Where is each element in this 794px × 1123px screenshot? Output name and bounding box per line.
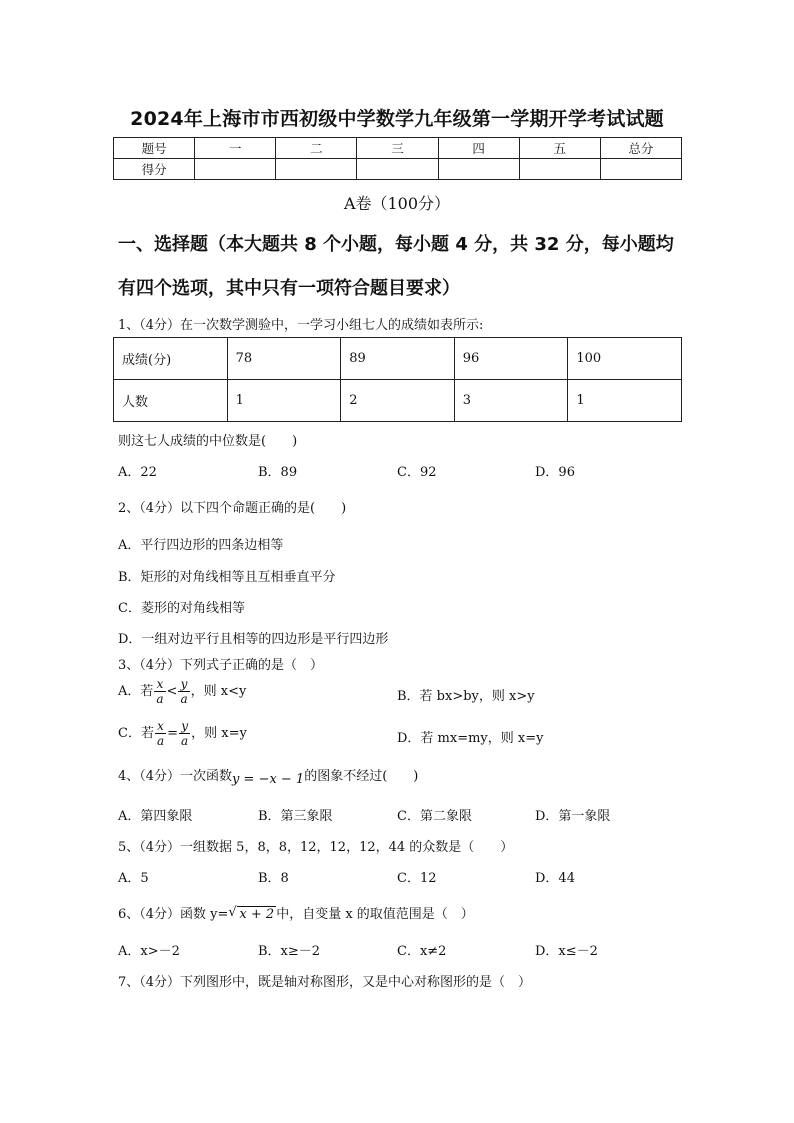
fraction-numerator: y xyxy=(178,677,189,692)
q5-option-d: D．44 xyxy=(535,871,575,886)
exam-title: 2024年上海市市西初级中学数学九年级第一学期开学考试试题 xyxy=(130,108,664,130)
score-header-cell: 四 xyxy=(438,138,519,159)
score-cell xyxy=(195,159,276,180)
score-header-cell: 五 xyxy=(519,138,600,159)
fraction-denominator: a xyxy=(156,734,165,748)
q3-a-prefix: A．若 xyxy=(118,684,154,699)
q6-option-d: D．x≤－2 xyxy=(535,944,598,959)
fraction-x-over-a xyxy=(154,677,165,706)
q3-stem: 3、（4分）下列式子正确的是（ ） xyxy=(118,658,324,673)
radicand: x + 2 xyxy=(239,907,275,922)
table-row xyxy=(114,338,682,380)
q6-option-a: A．x>－2 xyxy=(118,944,180,959)
q3-option-d: D．若 mx=my，则 x=y xyxy=(397,731,544,746)
score-cell xyxy=(438,159,519,180)
q6-stem-before: 6、（4分）函数 y= xyxy=(118,907,229,922)
score-header-cell: 一 xyxy=(195,138,276,159)
q3-a-suffix: ，则 x<y xyxy=(190,684,247,699)
q2-stem: 2、（4分）以下四个命题正确的是( ) xyxy=(118,501,347,516)
q3-option-b: B．若 bx>by，则 x>y xyxy=(397,689,535,704)
fraction-x-over-a xyxy=(155,719,166,748)
score-header-cell: 二 xyxy=(276,138,357,159)
q2-option-b: B．矩形的对角线相等且互相垂直平分 xyxy=(118,570,336,585)
q4-stem-before: 4、（4分）一次函数 xyxy=(118,769,233,784)
sqrt-expression xyxy=(228,907,276,922)
q6-stem-after: 中，自变量 x 的取值范围是（ ） xyxy=(276,907,474,922)
q3-option-c xyxy=(118,719,247,748)
q1-grade-table xyxy=(113,337,682,422)
section1-heading-line2: 有四个选项，其中只有一项符合题目要求） xyxy=(118,278,460,299)
q6-option-b: B．x≥－2 xyxy=(258,944,321,959)
q5-stem: 5、（4分）一组数据 5，8，8，12，12，12，44 的众数是（ ） xyxy=(118,840,514,855)
score-cell xyxy=(519,159,600,180)
table-cell: 1 xyxy=(568,380,682,422)
table-cell: 2 xyxy=(341,380,455,422)
q3-c-suffix: ，则 x=y xyxy=(191,726,247,741)
q1-stem: 1、（4分）在一次数学测验中，一学习小组七人的成绩如表所示: xyxy=(118,318,484,333)
q1-option-c: C．92 xyxy=(397,465,437,480)
table-cell: 96 xyxy=(454,338,568,380)
q6-stem xyxy=(118,903,474,922)
q3-a-relation: < xyxy=(166,684,178,699)
fraction-y-over-a xyxy=(179,719,190,748)
score-cell xyxy=(600,159,681,180)
q1-option-a: A．22 xyxy=(118,465,157,480)
table-cell: 78 xyxy=(227,338,341,380)
q4-formula: y = −x − 1 xyxy=(232,772,305,787)
q4-option-d: D．第一象限 xyxy=(535,809,611,824)
fraction-denominator: a xyxy=(156,692,164,706)
q6-option-c: C．x≠2 xyxy=(397,944,447,959)
fraction-denominator: a xyxy=(180,692,188,706)
q2-option-c: C．菱形的对角线相等 xyxy=(118,601,245,616)
table-cell: 人数 xyxy=(114,380,228,422)
score-header-cell: 总分 xyxy=(600,138,681,159)
q5-option-c: C．12 xyxy=(397,871,437,886)
score-header-cell: 题号 xyxy=(114,138,195,159)
fraction-y-over-a xyxy=(178,677,189,706)
score-cell xyxy=(357,159,438,180)
score-table-header-row xyxy=(114,138,682,159)
table-cell: 成绩(分) xyxy=(114,338,228,380)
fraction-denominator: a xyxy=(181,734,189,748)
q3-option-a xyxy=(118,677,246,706)
table-cell: 100 xyxy=(568,338,682,380)
q1-ask: 则这七人成绩的中位数是( ) xyxy=(118,434,298,449)
table-cell: 3 xyxy=(454,380,568,422)
table-cell: 89 xyxy=(341,338,455,380)
q4-stem xyxy=(118,765,419,787)
score-cell xyxy=(276,159,357,180)
q2-option-d: D．一组对边平行且相等的四边形是平行四边形 xyxy=(118,632,389,647)
radical-sign: √ xyxy=(228,905,237,920)
section1-heading-line1: 一、选择题（本大题共 8 个小题，每小题 4 分，共 32 分，每小题均 xyxy=(118,234,674,255)
score-table-score-row xyxy=(114,159,682,180)
fraction-numerator: x xyxy=(154,677,165,692)
q4-option-b: B．第三象限 xyxy=(258,809,333,824)
fraction-numerator: y xyxy=(179,719,190,734)
q4-stem-after: 的图象不经过( ) xyxy=(304,769,419,784)
score-table xyxy=(113,137,682,180)
q3-c-prefix: C．若 xyxy=(118,726,154,741)
q5-option-a: A．5 xyxy=(118,871,149,886)
q4-option-c: C．第二象限 xyxy=(397,809,472,824)
q1-option-d: D．96 xyxy=(535,465,575,480)
score-header-cell: 三 xyxy=(357,138,438,159)
table-cell: 1 xyxy=(227,380,341,422)
q1-option-b: B．89 xyxy=(258,465,298,480)
q5-option-b: B．8 xyxy=(258,871,289,886)
score-row-label: 得分 xyxy=(114,159,195,180)
section-a-heading: A卷（100分） xyxy=(343,194,451,213)
q7-stem: 7、（4分）下列图形中，既是轴对称图形，又是中心对称图形的是（ ） xyxy=(118,975,532,990)
q4-option-a: A．第四象限 xyxy=(118,809,193,824)
table-row xyxy=(114,380,682,422)
fraction-numerator: x xyxy=(155,719,166,734)
q3-c-relation: = xyxy=(167,726,179,741)
q2-option-a: A．平行四边形的四条边相等 xyxy=(118,538,284,553)
